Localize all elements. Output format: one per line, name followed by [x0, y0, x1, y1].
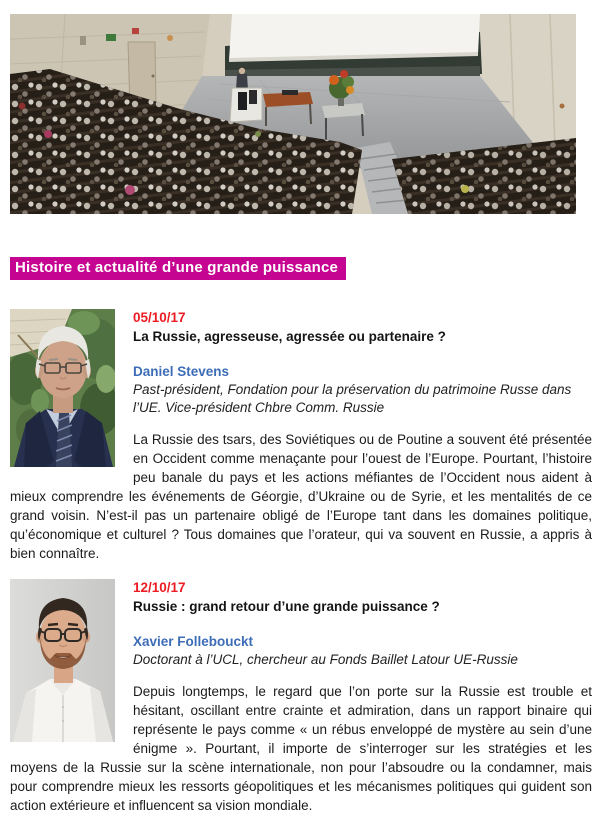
event-block-1: [10, 307, 592, 563]
event-title: Russie : grand retour d’une grande puissance ?: [133, 599, 440, 614]
speaker-photo-xavier-follebouckt: [10, 579, 115, 742]
speaker-name: Xavier Follebouckt: [133, 634, 254, 649]
speaker-role: Past-président, Fondation pour la préservation du patrimoine Russe dans l’UE. Vice-président Chbre Comm. Russie: [133, 382, 572, 415]
event-block-2: [10, 577, 592, 815]
event-description: Depuis longtemps, le regard que l’on porte sur la Russie est trouble et hésitant, oscillant entre crainte et admiration, dans un rapport binaire qui représente le pays comme « un rébus enveloppé de mystère au sein d’une énigme ». Pourtant, il importe de s’interroger sur les stratégies et les moyens de la Russie sur la scène internationale, non pour l’absoudre ou la condamner, mais pour comprendre mieux les ressorts géopolitiques et les mécanismes politiques qui guident son action extérieure et influencent sa vision mondiale.: [10, 684, 592, 813]
lecture-hall-illustration: [10, 14, 576, 214]
event-description: La Russie des tsars, des Soviétiques ou de Poutine a souvent été présentée en Occident comme menaçante pour l’ouest de l’Europe. Pourtant, l’histoire peu banale du pays et les actions méfiantes de l’Occident nous aident à mieux comprendre les événements de Géorgie, d’Ukraine ou de Syrie, et les mentalités de ce grand voisin. N’est-il pas un partenaire obligé de l’Europe tant dans les domaines politique, qu’économique et culturel ? Tous domaines que l’orateur, qui va souvent en Russie, a appris à bien connaître.: [10, 432, 592, 561]
portrait-young-man-illustration: [10, 579, 115, 742]
event-date: 12/10/17: [133, 580, 186, 595]
portrait-elderly-man-illustration: [10, 309, 115, 467]
lecture-hall-photo: [10, 14, 576, 214]
speaker-name: Daniel Stevens: [133, 364, 230, 379]
event-date: 05/10/17: [133, 310, 186, 325]
speaker-role: Doctorant à l’UCL, chercheur au Fonds Baillet Latour UE-Russie: [133, 652, 518, 667]
speaker-photo-daniel-stevens: [10, 309, 115, 467]
section-title-banner: Histoire et actualité d’une grande puissance: [10, 257, 346, 280]
event-title: La Russie, agresseuse, agressée ou partenaire ?: [133, 329, 446, 344]
